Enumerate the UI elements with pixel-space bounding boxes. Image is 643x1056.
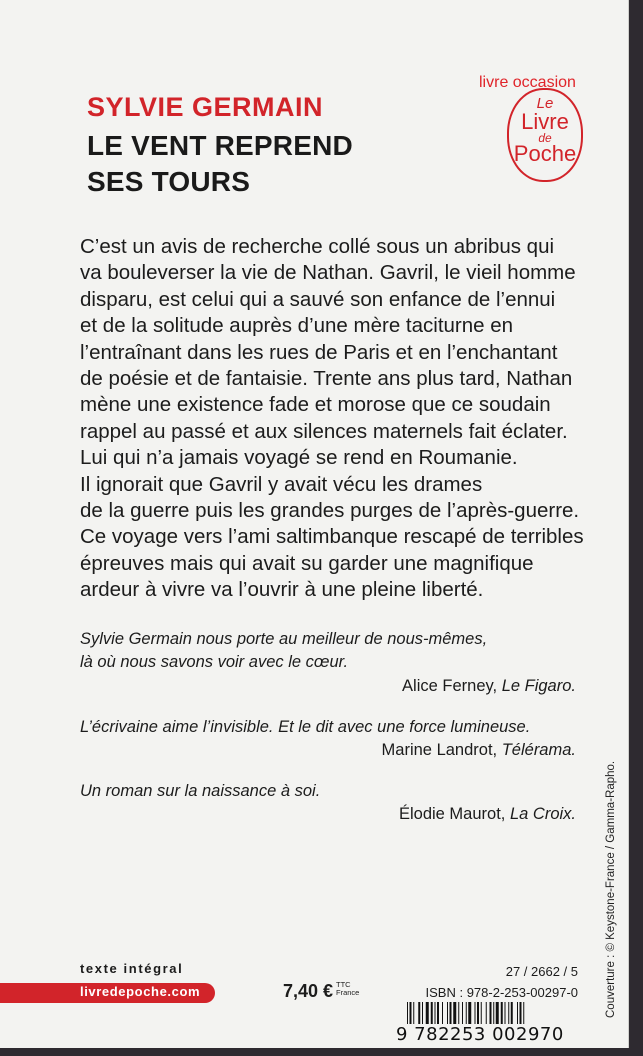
isbn: ISBN : 978-2-253-00297-0 [425, 985, 578, 1000]
quote-line: là où nous savons voir avec le cœur. [80, 653, 349, 671]
quote-line: L’écrivaine aime l’invisible. Et le dit avec une force lumineuse. [80, 718, 531, 736]
blurb-line: de la guerre puis les grandes purges de l’après-guerre. [80, 499, 580, 523]
title-line: LE VENT REPREND [87, 130, 353, 161]
review-quote [80, 780, 320, 803]
price-suffix-line: France [336, 988, 360, 997]
blurb-line: C’est un avis de recherche collé sous un abribus qui [80, 235, 555, 258]
publication-name: Télérama. [501, 741, 576, 759]
publication-name: Le Figaro. [501, 677, 576, 695]
author-name: SYLVIE GERMAIN [87, 92, 324, 122]
title-line: SES TOURS [87, 166, 251, 197]
blurb-line: épreuves mais qui avait su garder une magnifique [80, 551, 534, 575]
blurb-line: va bouleverser la vie de Nathan. Gavril, le vieil homme [80, 261, 576, 285]
reviewer-name: Alice Ferney, [402, 677, 498, 695]
review-quote [80, 716, 530, 739]
review-source [399, 803, 576, 826]
review-source [382, 739, 576, 762]
watermark-text: livre occasion [479, 74, 576, 91]
logo-word: Le [536, 95, 554, 112]
blurb-line: Ce voyage vers l’ami saltimbanque rescapé de terribles [80, 525, 584, 549]
blurb-line: et de la solitude auprès d’une mère taciturne en [80, 314, 514, 338]
blurb-line: Lui qui n’a jamais voyagé se rend en Roumanie. [80, 446, 518, 470]
blurb-line: de poésie et de fantaisie. Trente ans plus tard, Nathan [80, 367, 573, 391]
blurb [80, 234, 600, 604]
price-suffix [336, 981, 359, 997]
quote-line: Un roman sur la naissance à soi. [80, 782, 321, 800]
blurb-line: rappel au passé et aux silences maternels fait éclater. [80, 419, 568, 443]
edition-label: texte intégral [80, 961, 184, 976]
blurb-line: mène une existence fade et morose que ce soudain [80, 393, 551, 417]
catalog-code: 27 / 2662 / 5 [505, 964, 578, 979]
review-source [402, 675, 576, 698]
price: 7,40 € [283, 981, 334, 1001]
barcode-digits: 9 782253 002970 [396, 1024, 606, 1045]
blurb-line: ardeur à vivre va l’ouvrir à une pleine liberté. [80, 578, 484, 602]
blurb-line: disparu, est celui qui a sauvé son enfance de l’ennui [80, 287, 556, 311]
website-link[interactable]: livredepoche.com [80, 984, 201, 999]
reviewer-name: Marine Landrot, [381, 741, 498, 759]
review-quote [80, 628, 487, 674]
logo-word: de [538, 131, 552, 145]
blurb-line: l’entraînant dans les rues de Paris et en l’enchantant [80, 340, 558, 364]
quote-line: Sylvie Germain nous porte au meilleur de nous-mêmes, [80, 630, 488, 648]
logo-word: Poche [513, 141, 577, 166]
book-title [87, 128, 353, 200]
price-suffix-line: TTC [336, 980, 351, 989]
logo-word: Livre [521, 109, 569, 134]
cover-credit: Couverture : © Keystone-France / Gamma-Rapho. [605, 760, 617, 1018]
publication-name: La Croix. [509, 805, 576, 823]
publisher-logo [507, 88, 583, 182]
blurb-line: Il ignorait que Gavril y avait vécu les drames [80, 472, 483, 496]
reviewer-name: Élodie Maurot, [398, 805, 506, 823]
